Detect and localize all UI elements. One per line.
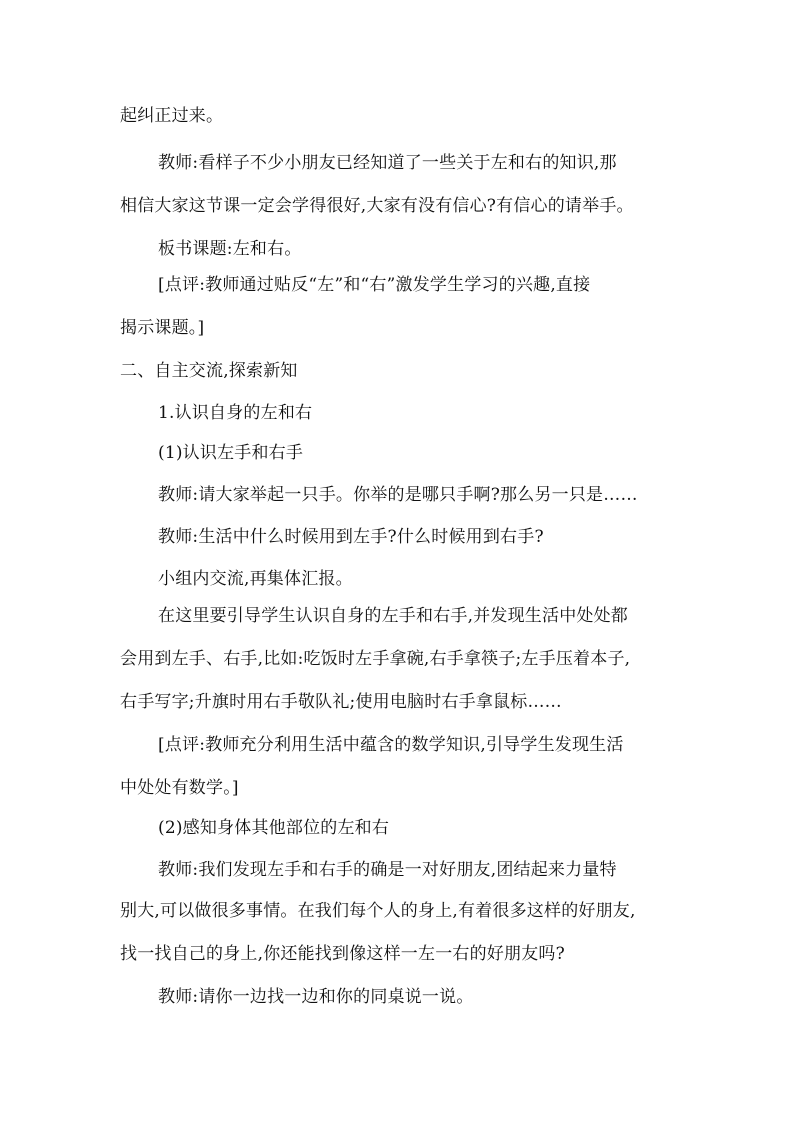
text-line: 别大,可以做很多事情。在我们每个人的身上,有着很多这样的好朋友, [120,901,636,921]
text-line: 相信大家这节课一定会学得很好,大家有没有信心?有信心的请举手。 [120,196,634,216]
text-line: 教师:我们发现左手和右手的确是一对好朋友,团结起来力量特 [158,860,617,880]
text-line: 教师:请大家举起一只手。你举的是哪只手啊?那么另一只是…… [158,485,638,505]
text-line: [点评:教师充分利用生活中蕴含的数学知识,引导学生发现生活 [158,735,624,755]
text-line: 中处处有数学。] [120,778,239,798]
subsection-heading: (1)认识左手和右手 [158,443,304,463]
text-line: 小组内交流,再集体汇报。 [158,569,353,589]
text-line: 教师:请你一边找一边和你的同桌说一说。 [158,987,474,1007]
text-line: [点评:教师通过贴反“左”和“右”激发学生学习的兴趣,直接 [158,275,591,295]
subsection-heading: (2)感知身体其他部位的左和右 [158,818,390,838]
text-line: 右手写字;升旗时用右手敬队礼;使用电脑时右手拿鼠标…… [120,692,562,712]
text-line: 板书课题:左和右。 [158,239,302,259]
text-line: 会用到左手、右手,比如:吃饭时左手拿碗,右手拿筷子;左手压着本子, [120,649,631,669]
section-heading: 二、自主交流,探索新知 [120,361,298,381]
text-line: 教师:生活中什么时候用到左手?什么时候用到右手? [158,527,544,547]
text-line: 教师:看样子不少小朋友已经知道了一些关于左和右的知识,那 [158,153,617,173]
text-line: 揭示课题。] [120,318,205,338]
text-line: 起纠正过来。 [120,106,224,126]
subsection-heading: 1.认识自身的左和右 [158,403,313,423]
text-line: 找一找自己的身上,你还能找到像这样一左一右的好朋友吗? [120,944,565,964]
text-line: 在这里要引导学生认识自身的左手和右手,并发现生活中处处都 [158,606,629,626]
